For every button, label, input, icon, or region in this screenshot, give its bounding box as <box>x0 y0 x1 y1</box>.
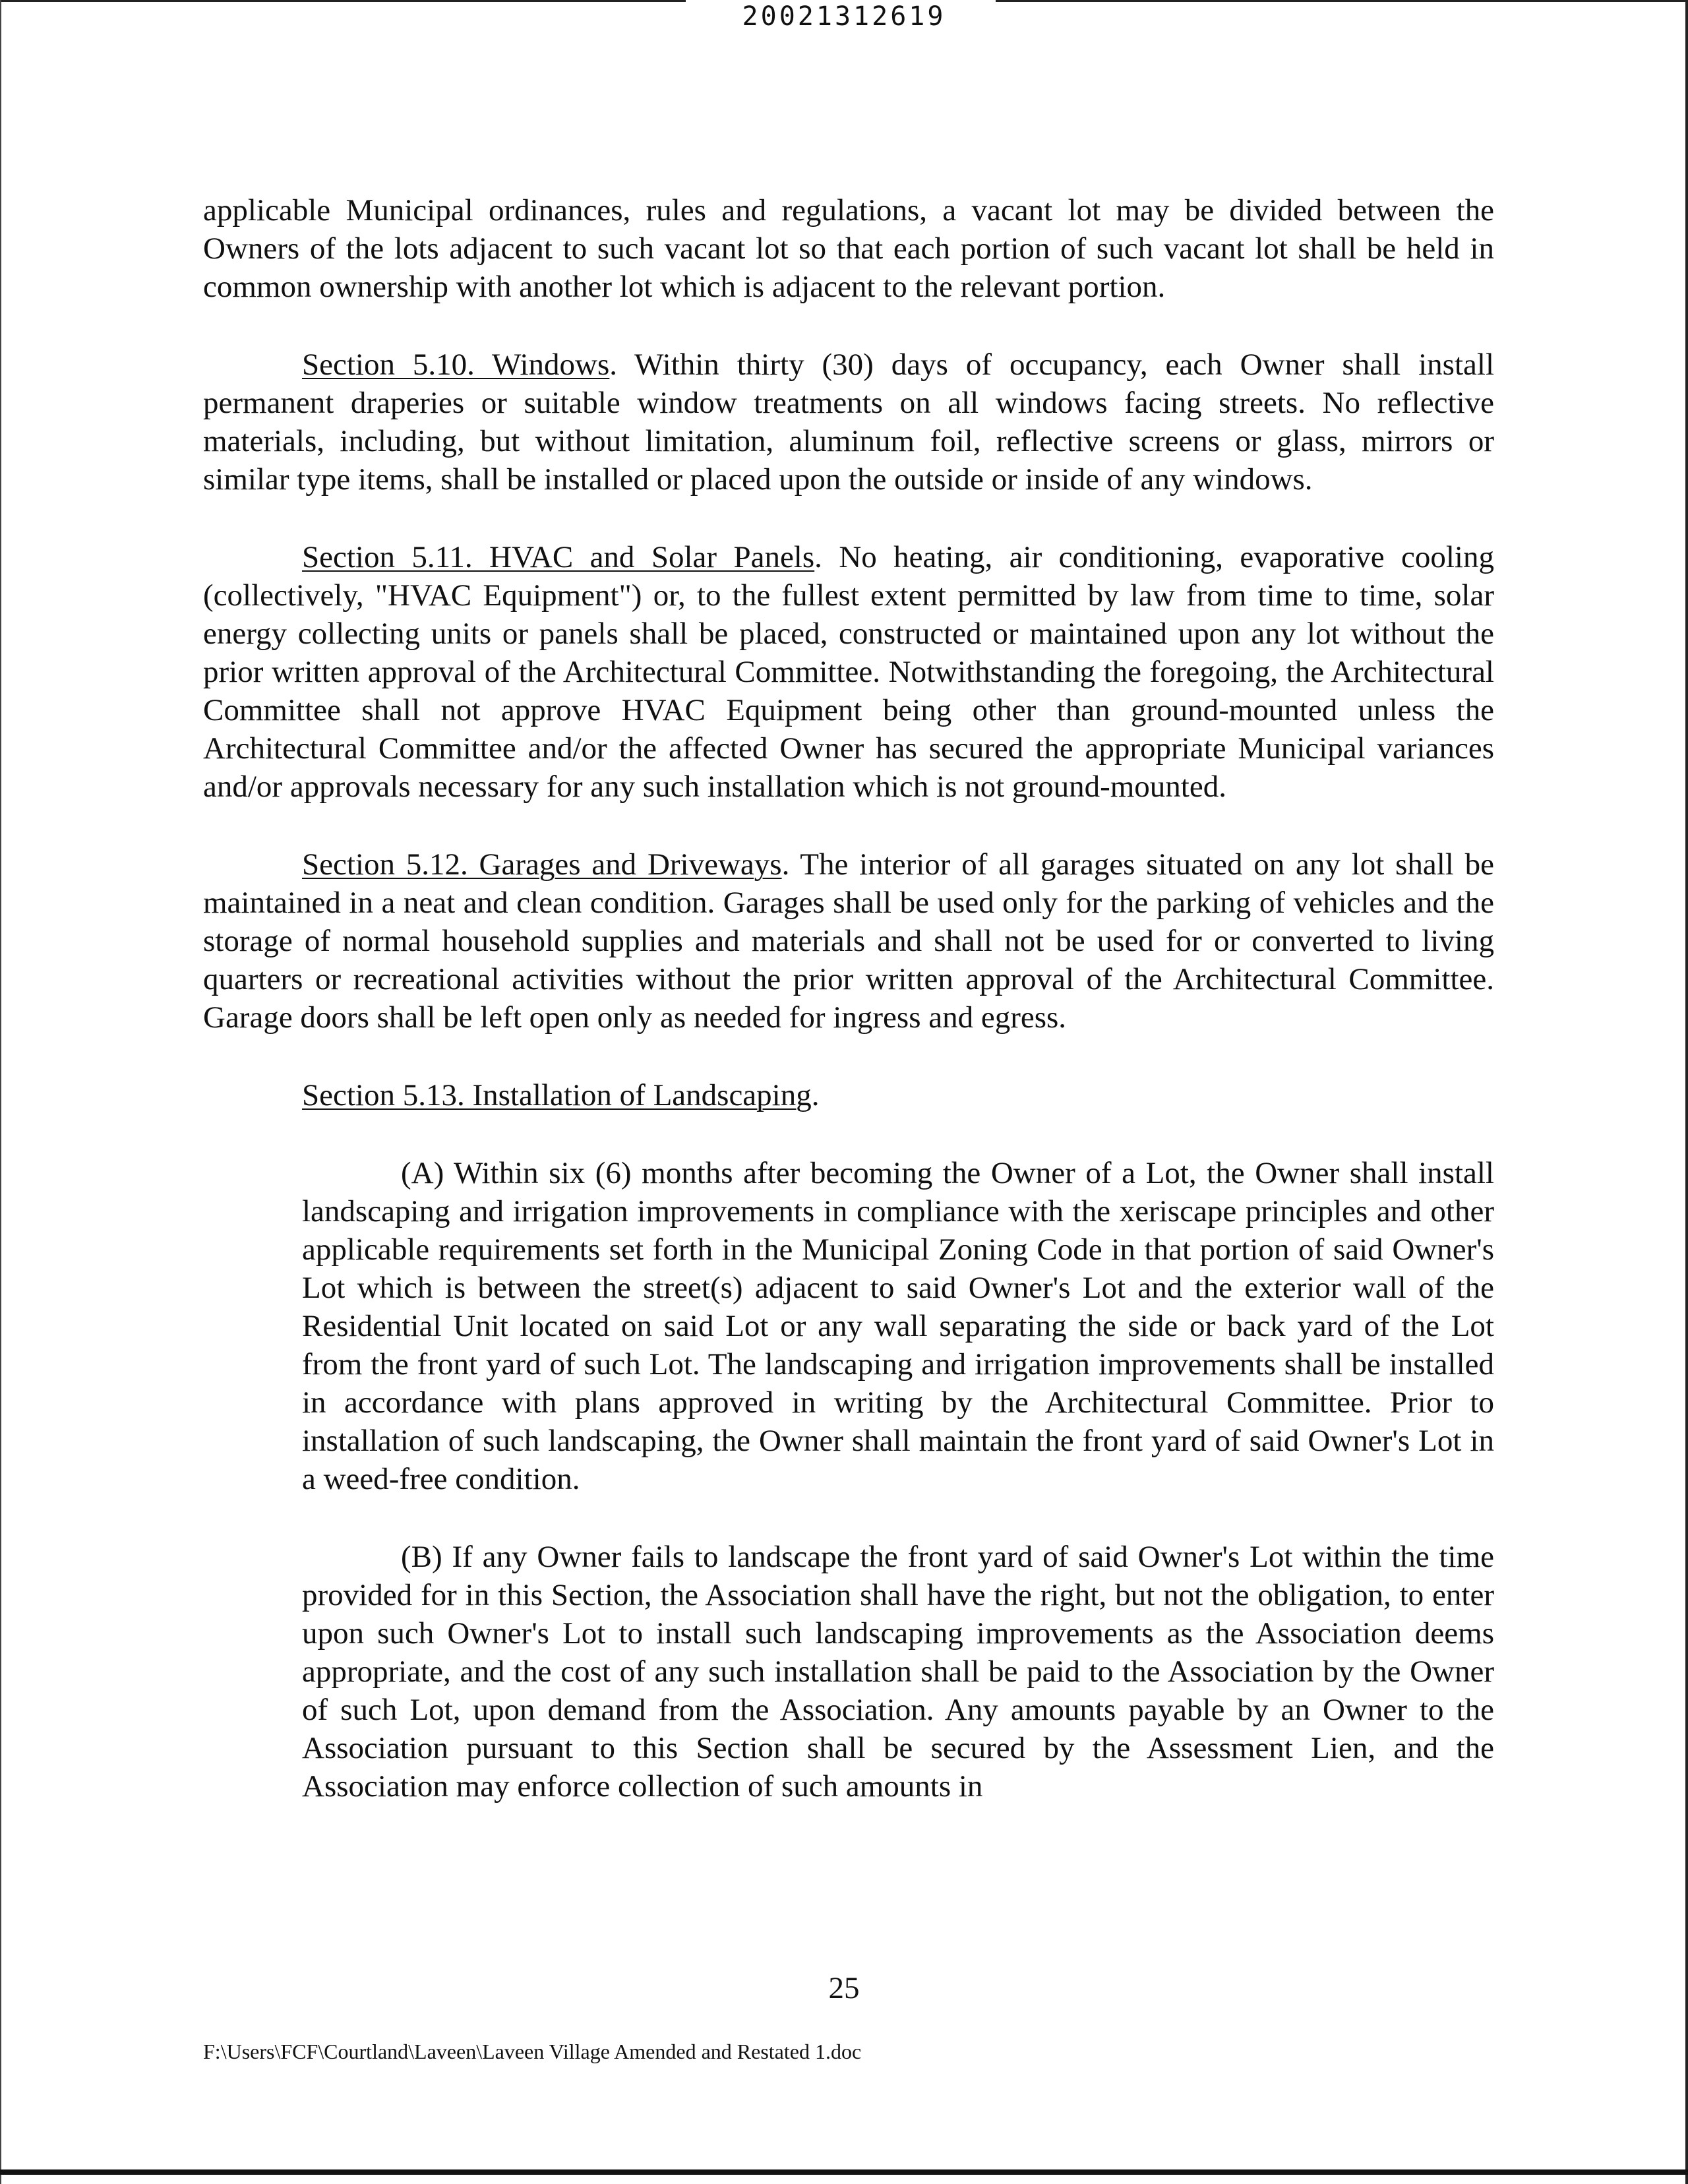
section-5-12: Section 5.12. Garages and Driveways. The interior of all garages situated on any lot shall be maintained in a neat and clean condition. Garages shall be used only for the parking of vehicles and the storage of normal household supplies and materials and shall not be used for or converted to living quarters or recreational activities without the prior written approval of the Architectural Committee. Garage doors shall be left open only as needed for ingress and egress. <box>203 847 1494 1035</box>
section-5-13-b-label: (B) <box>401 1540 442 1574</box>
section-5-13-heading: Section 5.13. Installation of Landscaping <box>302 1078 812 1112</box>
section-5-11: Section 5.11. HVAC and Solar Panels. No heating, air conditioning, evaporative cooling (collectively, "HVAC Equipment") or, to the fullest extent permitted by law from time to time, solar energy collecting units or panels shall be placed, constructed or maintained upon any lot without the prior written approval of the Architectural Committee. Notwithstanding the foregoing, the Architectural Committee shall not approve HVAC Equipment being other than ground-mounted unless the Architectural Committee and/or the affected Owner has secured the appropriate Municipal variances and/or approvals necessary for any such installation which is not ground-mounted. <box>203 540 1494 804</box>
section-5-10-text: Within thirty (30) days of occupancy, each Owner shall install permanent draperies or suitable window treatments on all windows facing streets. No reflective materials, including, but without limitation, aluminum foil, reflective screens or glass, mirrors or similar type items, shall be installed or placed upon the outside or inside of any windows. <box>203 348 1495 497</box>
section-5-13-b <box>302 1538 1494 1805</box>
section-5-13-a-text: Within six (6) months after becoming the Owner of a Lot, the Owner shall install landscaping and irrigation improvements in compliance with the xeriscape principles and other applicable requirements set forth in the Municipal Zoning Code in that portion of said Owner's Lot which is between the street(s) adjacent to said Owner's Lot and the exterior wall of the Residential Unit located on said Lot or any wall separating the side or back yard of the Lot from the front yard of such Lot. The landscaping and irrigation improvements shall be installed in accordance with plans approved in writing by the Architectural Committee. Prior to installation of such landscaping, the Owner shall maintain the front yard of said Owner's Lot in a weed-free condition. <box>302 1156 1494 1496</box>
section-5-11-text: No heating, air conditioning, evaporative cooling (collectively, "HVAC Equipment") or, to the fullest extent permitted by law from time to time, solar energy collecting units or panels shall be placed, constructed or maintained upon any lot without the prior written approval of the Architectural Committee. Notwithstanding the foregoing, the Architectural Committee shall not approve HVAC Equipment being other than ground-mounted unless the Architectural Committee and/or the affected Owner has secured the appropriate Municipal variances and/or approvals necessary for any such installation which is not ground-mounted. <box>203 540 1494 804</box>
file-path: F:\Users\FCF\Courtland\Laveen\Laveen Village Amended and Restated 1.doc <box>203 2040 862 2063</box>
page-body <box>203 191 1494 1805</box>
page-frame-left <box>0 0 1 2184</box>
document-number: 20021312619 <box>742 1 946 32</box>
paragraph-continuation: applicable Municipal ordinances, rules and regulations, a vacant lot may be divided between the Owners of the lots adjacent to such vacant lot so that each portion of such vacant lot shall be held in common ownership with another lot which is adjacent to the relevant portion. <box>203 193 1494 304</box>
section-5-11-heading: Section 5.11. HVAC and Solar Panels <box>302 540 815 574</box>
page-frame-right <box>1685 0 1688 2184</box>
page-number: 25 <box>828 1971 860 2005</box>
section-5-12-text: The interior of all garages situated on any lot shall be maintained in a neat and clean condition. Garages shall be used only for the parking of vehicles and the storage of normal household supplies and materials and shall not be used for or converted to living quarters or recreational activities without the prior written approval of the Architectural Committee. Garage doors shall be left open only as needed for ingress and egress. <box>203 847 1494 1035</box>
section-5-10-heading: Section 5.10. Windows <box>302 348 610 382</box>
section-5-13: Section 5.13. Installation of Landscaping. <box>302 1078 820 1112</box>
section-5-13-a <box>302 1154 1494 1498</box>
section-5-13-a-label: (A) <box>401 1156 444 1190</box>
section-5-12-heading: Section 5.12. Garages and Driveways <box>302 847 782 882</box>
section-5-10: Section 5.10. Windows. Within thirty (30) days of occupancy, each Owner shall install permanent draperies or suitable window treatments on all windows facing streets. No reflective materials, including, but without limitation, aluminum foil, reflective screens or glass, mirrors or similar type items, shall be installed or placed upon the outside or inside of any windows. <box>203 348 1495 497</box>
page-frame-bottom <box>0 2169 1688 2175</box>
section-5-13-b-text: If any Owner fails to landscape the front yard of said Owner's Lot within the time provided for in this Section, the Association shall have the right, but not the obligation, to enter upon such Owner's Lot to install such landscaping improvements as the Association deems appropriate, and the cost of any such installation shall be paid to the Association by the Owner of such Lot, upon demand from the Association. Any amounts payable by an Owner to the Association pursuant to this Section shall be secured by the Assessment Lien, and the Association may enforce collection of such amounts in <box>302 1540 1494 1804</box>
